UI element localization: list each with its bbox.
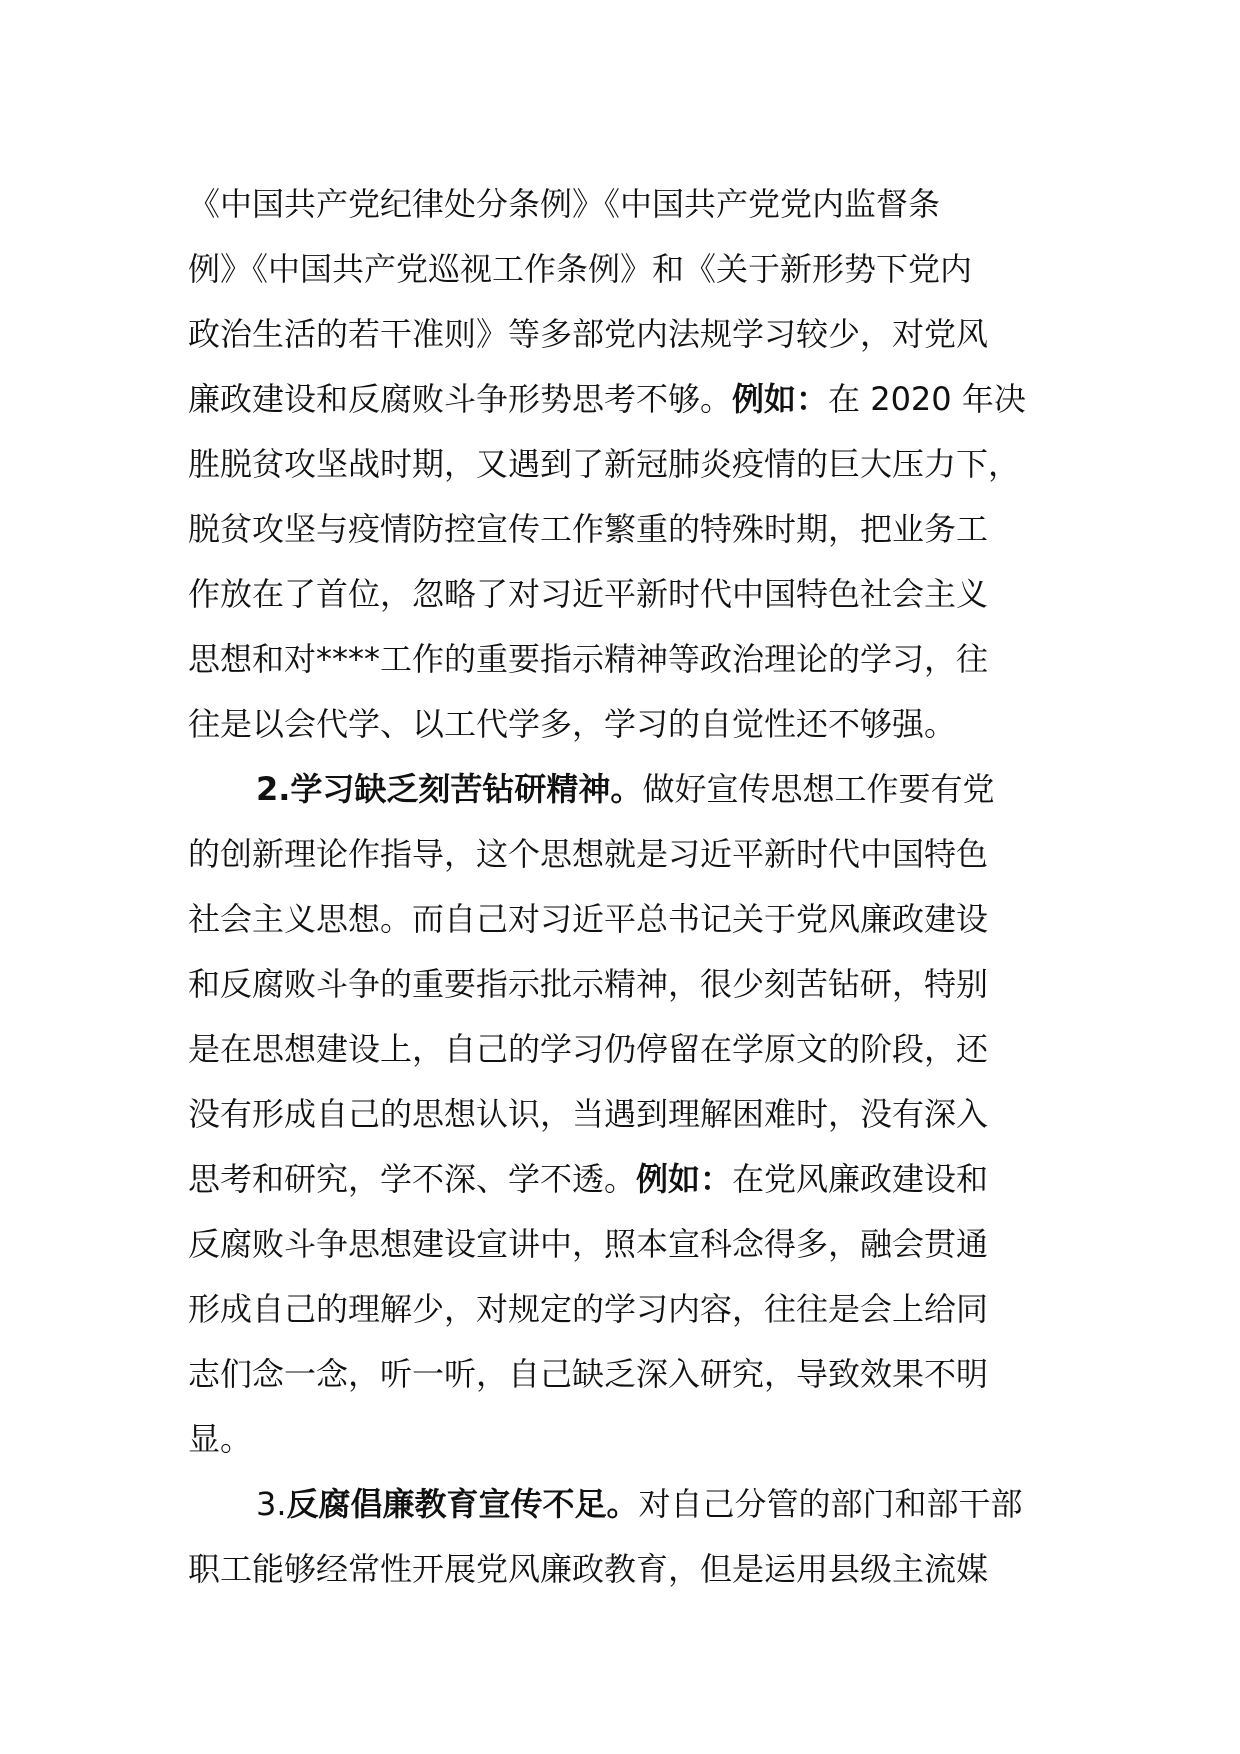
text-line: [188, 692, 1068, 757]
text-line: [188, 1082, 1068, 1147]
text-segment: 脱贫攻坚与疫情防控宣传工作繁重的特殊时期，把业务工: [188, 510, 989, 548]
text-segment: 廉政建设和反腐败斗争形势思考不够。: [188, 380, 733, 418]
text-line: [188, 367, 1068, 432]
text-segment: 是在思想建设上，自己的学习仍停留在学原文的阶段，还: [188, 1030, 989, 1068]
text-line: [188, 627, 1068, 692]
text-line: [188, 757, 1068, 822]
text-segment: 例》《中国共产党巡视工作条例》和《关于新形势下党内: [188, 250, 973, 288]
text-line: [188, 1017, 1068, 1082]
text-line: [188, 432, 1068, 497]
text-segment: 志们念一念，听一听，自己缺乏深入研究，导致效果不明: [188, 1355, 989, 1393]
text-line: [188, 1212, 1068, 1277]
bold-text-segment: 例如：: [636, 1160, 733, 1198]
text-line: [188, 887, 1068, 952]
text-segment: 政治生活的若干准则》等多部党内法规学习较少，对党风: [188, 315, 989, 353]
text-segment: 思想和对****工作的重要指示精神等政治理论的学习，往: [188, 640, 989, 678]
text-line: [188, 172, 1068, 237]
text-line: [188, 237, 1068, 302]
text-segment: 对自己分管的部门和部干部: [638, 1485, 1023, 1523]
text-segment: 显。: [188, 1420, 253, 1458]
text-line: [188, 302, 1068, 367]
text-segment: 《中国共产党纪律处分条例》《中国共产党党内监督条: [188, 185, 941, 223]
text-segment: 胜脱贫攻坚战时期，又遇到了新冠肺炎疫情的巨大压力下，: [188, 445, 1021, 483]
text-line: [188, 562, 1068, 627]
text-line: [188, 952, 1068, 1017]
text-line: [188, 1342, 1068, 1407]
text-segment: 社会主义思想。而自己对习近平总书记关于党风廉政建设: [188, 900, 989, 938]
bold-text-segment: 反腐倡廉教育宣传不足。: [286, 1485, 639, 1523]
bold-text-segment: 例如：: [732, 380, 829, 418]
text-line: [188, 1277, 1068, 1342]
bold-text-segment: 2.学习缺乏刻苦钻研精神。: [256, 770, 643, 808]
text-line: [188, 1472, 1068, 1537]
text-line: [188, 1407, 1068, 1472]
text-segment: 在党风廉政建设和: [732, 1160, 989, 1198]
text-segment: 没有形成自己的思想认识，当遇到理解困难时，没有深入: [188, 1095, 989, 1133]
text-segment: 反腐败斗争思想建设宣讲中，照本宣科念得多，融会贯通: [188, 1225, 989, 1263]
text-segment: 形成自己的理解少，对规定的学习内容，往往是会上给同: [188, 1290, 989, 1328]
text-line: [188, 497, 1068, 562]
document-body: [188, 172, 1068, 1602]
text-line: [188, 1537, 1068, 1602]
text-segment: 做好宣传思想工作要有党: [642, 770, 995, 808]
text-segment: 3.: [256, 1485, 287, 1523]
text-segment: 职工能够经常性开展党风廉政教育，但是运用县级主流媒: [188, 1550, 989, 1588]
text-segment: 往是以会代学、以工代学多，学习的自觉性还不够强。: [188, 705, 957, 743]
text-segment: 在 2020 年决: [828, 380, 1026, 418]
text-segment: 的创新理论作指导，这个思想就是习近平新时代中国特色: [188, 835, 989, 873]
text-segment: 和反腐败斗争的重要指示批示精神，很少刻苦钻研，特别: [188, 965, 989, 1003]
text-segment: 思考和研究，学不深、学不透。: [188, 1160, 637, 1198]
text-segment: 作放在了首位，忽略了对习近平新时代中国特色社会主义: [188, 575, 989, 613]
text-line: [188, 822, 1068, 887]
text-line: [188, 1147, 1068, 1212]
